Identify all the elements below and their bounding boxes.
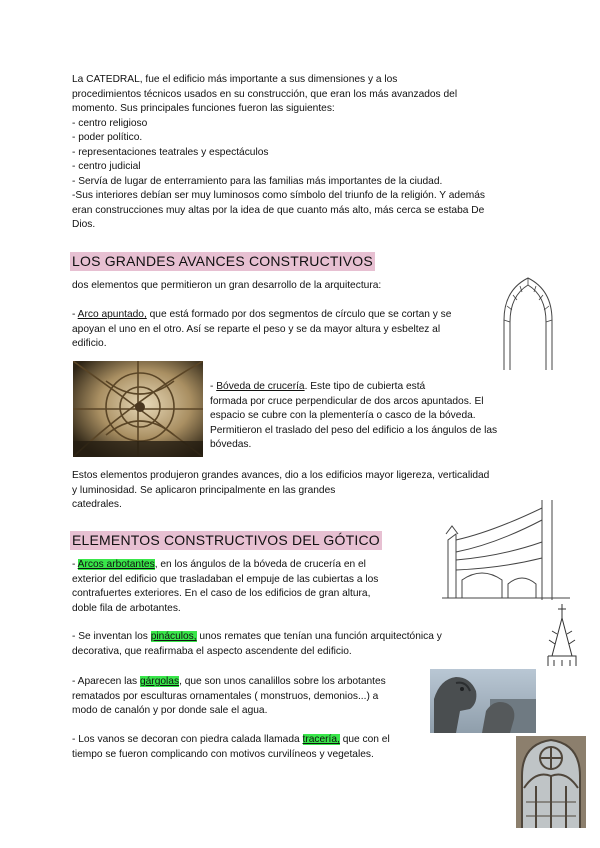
intro-line: eran construcciones muy altas por la idea de que cuanto más alto, más cerca se estaba De: [72, 204, 485, 216]
section-heading-elementos: ELEMENTOS CONSTRUCTIVOS DEL GÓTICO: [72, 532, 380, 548]
lead-text: dos elementos que permitieron un gran desarrollo de la arquitectura:: [72, 280, 382, 291]
ribbed-vault-image: [73, 361, 203, 457]
boveda-line: - Bóveda de crucería. Este tipo de cubierta está: [210, 381, 426, 392]
gargoyle-photo: [430, 669, 536, 733]
traceria-line: - Los vanos se decoran con piedra calada llamada tracería, que con el: [72, 734, 390, 745]
arbotantes-line: doble fila de arbotantes.: [72, 602, 181, 614]
traceria-term: tracería,: [302, 734, 340, 745]
arco-line: - Arco apuntado, que está formado por dos segmentos de círculo que se cortan y se: [72, 309, 452, 320]
intro-line: - representaciones teatrales y espectáculos: [72, 146, 269, 158]
boveda-term: Bóveda de crucería: [216, 381, 305, 392]
section-heading-avances: LOS GRANDES AVANCES CONSTRUCTIVOS: [72, 253, 373, 269]
traceria-paragraph: [72, 733, 390, 762]
arco-line: apoyan el uno en el otro. Así se reparte el peso y se da mayor altura y esbeltez al: [72, 323, 441, 335]
pinaculos-line: - Se inventan los pináculos, unos remates que tenían una función arquitectónica y: [72, 631, 442, 642]
intro-line: Dios.: [72, 219, 96, 230]
arbotantes-line: contrafuertes exteriores. En el caso de los edificios de gran altura,: [72, 588, 371, 599]
section1-lead: [72, 279, 381, 294]
pointed-arch-drawing: [500, 276, 556, 372]
arco-line: edificio.: [72, 338, 107, 349]
result-line: Estos elementos produjeron grandes avances, dio a los edificios mayor ligereza, verticalidad: [72, 470, 490, 481]
flying-buttress-drawing: [442, 500, 570, 600]
result-line: catedrales.: [72, 499, 122, 510]
pinaculos-term: pináculos,: [150, 631, 197, 642]
intro-line: La CATEDRAL, fue el edificio más importante a sus dimensiones y a los: [72, 74, 398, 85]
arbotantes-paragraph: [72, 558, 378, 616]
tracery-window-image: [516, 736, 586, 828]
gargolas-line: rematados por esculturas ornamentales ( monstruos, demonios...) a: [72, 690, 379, 702]
gargolas-line: modo de canalón y por donde sale el agua.: [72, 705, 268, 716]
intro-line: momento. Sus principales funciones fueron las siguientes:: [72, 103, 335, 114]
arcos-arbotantes-term: Arcos arbotantes: [77, 559, 155, 570]
arco-apuntado-term: Arco apuntado,: [77, 309, 147, 320]
pinaculos-line: decorativa, que reafirmaba el aspecto ascendente del edificio.: [72, 645, 352, 657]
arbotantes-line: - Arcos arbotantes, en los ángulos de la bóveda de crucería en el: [72, 559, 366, 570]
intro-line: - Servía de lugar de enterramiento para las familias más importantes de la ciudad.: [72, 175, 443, 187]
intro-line: -Sus interiores debían ser muy luminosos como símbolo del triunfo de la religión. Y además: [72, 190, 485, 201]
boveda-paragraph: [210, 380, 497, 453]
traceria-line: tiempo se fueron complicando con motivos curvilíneos y vegetales.: [72, 748, 374, 760]
boveda-line: espacio se cubre con la plementería o casco de la bóveda.: [210, 410, 476, 421]
intro-line: - centro judicial: [72, 161, 141, 172]
intro-line: - centro religioso: [72, 117, 148, 129]
arbotantes-line: exterior del edificio que trasladaban el empuje de las cubiertas a los: [72, 573, 379, 585]
intro-line: procedimientos técnicos usados en su construcción, que eran los más avanzados del: [72, 88, 458, 100]
gargolas-line: - Aparecen las gárgolas, que son unos canalillos sobre los arbotantes: [72, 676, 386, 687]
gargoyle-image: [430, 669, 536, 733]
tracery-photo: [516, 736, 586, 828]
intro-line: - poder político.: [72, 132, 143, 143]
gargolas-paragraph: [72, 675, 386, 719]
boveda-line: bóvedas.: [210, 439, 252, 450]
result-line: y luminosidad. Se aplicaron principalmente en las grandes: [72, 484, 336, 496]
gargolas-term: gárgolas: [139, 676, 180, 687]
pinaculos-paragraph: [72, 630, 442, 659]
intro-paragraph: [72, 73, 485, 233]
arco-apuntado-paragraph: [72, 308, 451, 352]
pinnacle-drawing: [540, 604, 584, 666]
result-paragraph: [72, 469, 489, 513]
boveda-line: formada por cruce perpendicular de dos arcos apuntados. El: [210, 395, 484, 407]
boveda-line: Permitieron el traslado del peso del edificio a los ángulos de las: [210, 424, 498, 436]
vault-photo: [73, 361, 203, 457]
